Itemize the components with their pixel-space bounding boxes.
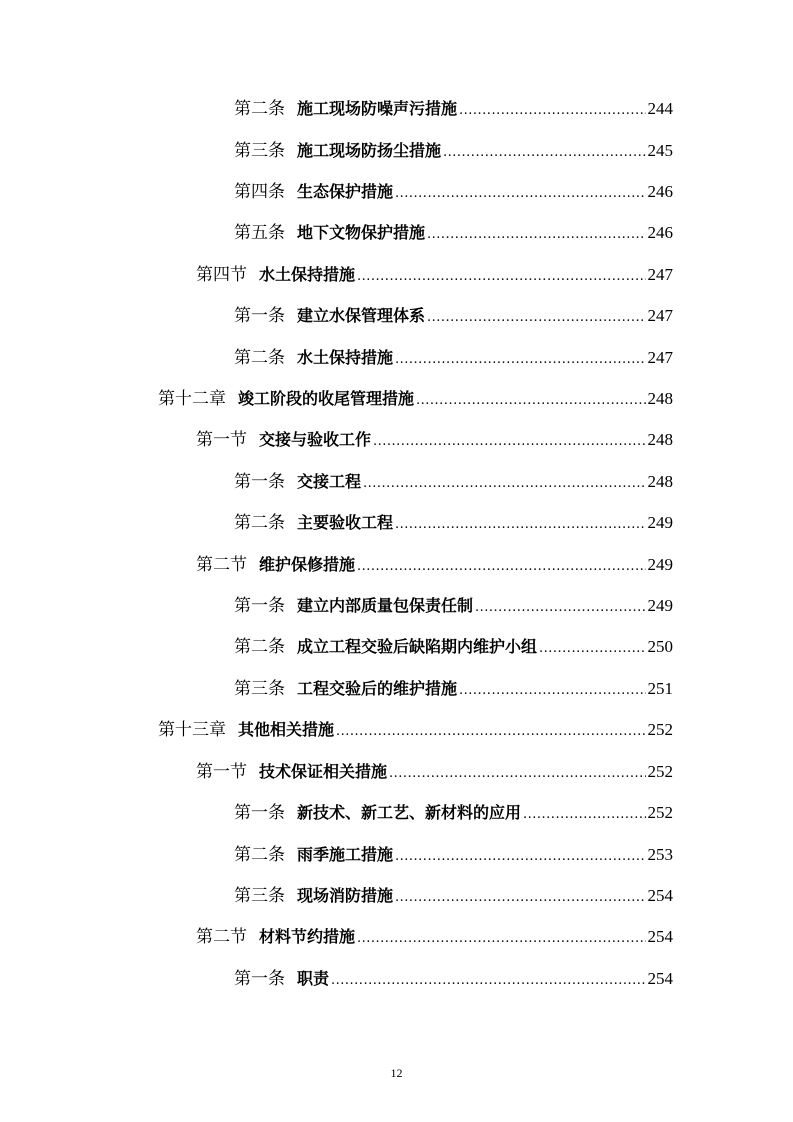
dot-leader: [459, 676, 645, 706]
dot-leader: [395, 883, 645, 913]
toc-entry[interactable]: [234, 840, 673, 870]
toc-entry-title: 建立内部质量包保责任制: [297, 596, 474, 615]
toc-entry-page: 252: [647, 720, 673, 739]
toc-entry-number: 第四条: [234, 182, 285, 202]
dot-leader: [395, 510, 645, 540]
toc-entry-number: 第十二章: [158, 389, 226, 409]
toc-entry-number: 第二条: [234, 845, 285, 865]
dot-leader: [427, 220, 645, 250]
toc-entry-page: 248: [647, 430, 673, 449]
toc-entry-title: 施工现场防噪声污措施: [297, 99, 458, 118]
dot-leader: [395, 345, 645, 375]
dot-leader: [395, 179, 645, 209]
toc-entry[interactable]: [196, 425, 673, 455]
dot-leader: [331, 966, 645, 996]
toc-entry-number: 第一节: [196, 762, 247, 782]
toc-entry[interactable]: [158, 715, 673, 745]
dot-leader: [523, 800, 645, 830]
toc-entry-title: 维护保修措施: [259, 555, 356, 574]
toc-entry-title: 职责: [297, 969, 330, 988]
toc-entry[interactable]: [234, 467, 673, 497]
toc-entry[interactable]: [196, 550, 673, 580]
toc-entry-title: 现场消防措施: [297, 886, 394, 905]
toc-entry-number: 第二条: [234, 513, 285, 533]
dot-leader: [357, 924, 645, 954]
toc-entry-title: 水土保持措施: [259, 265, 356, 284]
toc-entry-page: 248: [647, 389, 673, 408]
toc-entry-number: 第五条: [234, 223, 285, 243]
toc-entry[interactable]: [234, 591, 673, 621]
toc-entry[interactable]: [234, 177, 673, 207]
toc-entry-page: 247: [647, 348, 673, 367]
toc-entry-page: 254: [647, 927, 673, 946]
dot-leader: [459, 96, 645, 126]
toc-entry-page: 248: [647, 472, 673, 491]
toc-entry[interactable]: [234, 508, 673, 538]
toc-entry-title: 主要验收工程: [297, 513, 394, 532]
toc-entry-title: 雨季施工措施: [297, 845, 394, 864]
dot-leader: [357, 552, 645, 582]
toc-entry-title: 施工现场防扬尘措施: [297, 141, 442, 160]
dot-leader: [373, 427, 645, 457]
dot-leader: [389, 759, 645, 789]
toc-entry-number: 第一条: [234, 596, 285, 616]
dot-leader: [443, 138, 645, 168]
toc-entry-number: 第一条: [234, 306, 285, 326]
toc-entry-number: 第三条: [234, 886, 285, 906]
toc-entry[interactable]: [158, 384, 673, 414]
toc-entry-number: 第一条: [234, 472, 285, 492]
toc-entry-page: 249: [647, 513, 673, 532]
toc-entry-number: 第一条: [234, 803, 285, 823]
toc-entry-page: 244: [647, 99, 673, 118]
toc-entry[interactable]: [234, 881, 673, 911]
toc-entry-number: 第二条: [234, 348, 285, 368]
toc-entry-page: 245: [647, 141, 673, 160]
toc-entry-number: 第一节: [196, 430, 247, 450]
toc-entry-title: 生态保护措施: [297, 182, 394, 201]
toc-entry-title: 其他相关措施: [238, 720, 335, 739]
toc-entry-title: 新技术、新工艺、新材料的应用: [297, 803, 522, 822]
toc-entry[interactable]: [234, 343, 673, 373]
toc-entry[interactable]: [234, 301, 673, 331]
toc-entry[interactable]: [234, 674, 673, 704]
dot-leader: [336, 717, 645, 747]
toc-entry-page: 247: [647, 265, 673, 284]
toc-entry-page: 254: [647, 969, 673, 988]
toc-entry-title: 地下文物保护措施: [297, 223, 426, 242]
toc-entry-page: 246: [647, 182, 673, 201]
toc-entry-page: 246: [647, 223, 673, 242]
toc-entry[interactable]: [234, 136, 673, 166]
toc-entry[interactable]: [234, 964, 673, 994]
page-number: 12: [390, 1066, 403, 1080]
dot-leader: [416, 386, 645, 416]
toc-entry-number: 第二节: [196, 927, 247, 947]
dot-leader: [539, 634, 645, 664]
toc-entry[interactable]: [196, 260, 673, 290]
toc-entry[interactable]: [234, 218, 673, 248]
toc-entry-number: 第三条: [234, 679, 285, 699]
toc-entry-number: 第二节: [196, 555, 247, 575]
toc-entry-title: 水土保持措施: [297, 348, 394, 367]
toc-entry-number: 第二条: [234, 637, 285, 657]
dot-leader: [427, 303, 645, 333]
dot-leader: [475, 593, 645, 623]
dot-leader: [363, 469, 645, 499]
toc-entry-number: 第二条: [234, 99, 285, 119]
dot-leader: [395, 842, 645, 872]
toc-entry-title: 工程交验后的维护措施: [297, 679, 458, 698]
toc-entry-number: 第四节: [196, 265, 247, 285]
toc-entry[interactable]: [234, 94, 673, 124]
toc-entry-page: 249: [647, 596, 673, 615]
toc-entry-page: 251: [647, 679, 673, 698]
toc-entry-title: 技术保证相关措施: [259, 762, 388, 781]
dot-leader: [357, 262, 645, 292]
toc-entry-page: 249: [647, 555, 673, 574]
toc-entry[interactable]: [196, 757, 673, 787]
toc-entry-page: 252: [647, 762, 673, 781]
toc-entry-title: 材料节约措施: [259, 927, 356, 946]
toc-entry-title: 成立工程交验后缺陷期内维护小组: [297, 637, 538, 656]
toc-entry-title: 交接与验收工作: [259, 430, 372, 449]
toc-entry-title: 建立水保管理体系: [297, 306, 426, 325]
toc-entry-page: 247: [647, 306, 673, 325]
toc-entry[interactable]: [196, 922, 673, 952]
toc-entry-title: 交接工程: [297, 472, 362, 491]
toc-entry[interactable]: [234, 632, 673, 662]
toc-entry-number: 第十三章: [158, 720, 226, 740]
toc-entry-title: 竣工阶段的收尾管理措施: [238, 389, 415, 408]
toc-entry-page: 254: [647, 886, 673, 905]
toc-entry-number: 第三条: [234, 141, 285, 161]
toc-entry-page: 253: [647, 845, 673, 864]
toc-entry-number: 第一条: [234, 969, 285, 989]
toc-entry-page: 250: [647, 637, 673, 656]
toc-entry-page: 252: [647, 803, 673, 822]
toc-entry[interactable]: [234, 798, 673, 828]
